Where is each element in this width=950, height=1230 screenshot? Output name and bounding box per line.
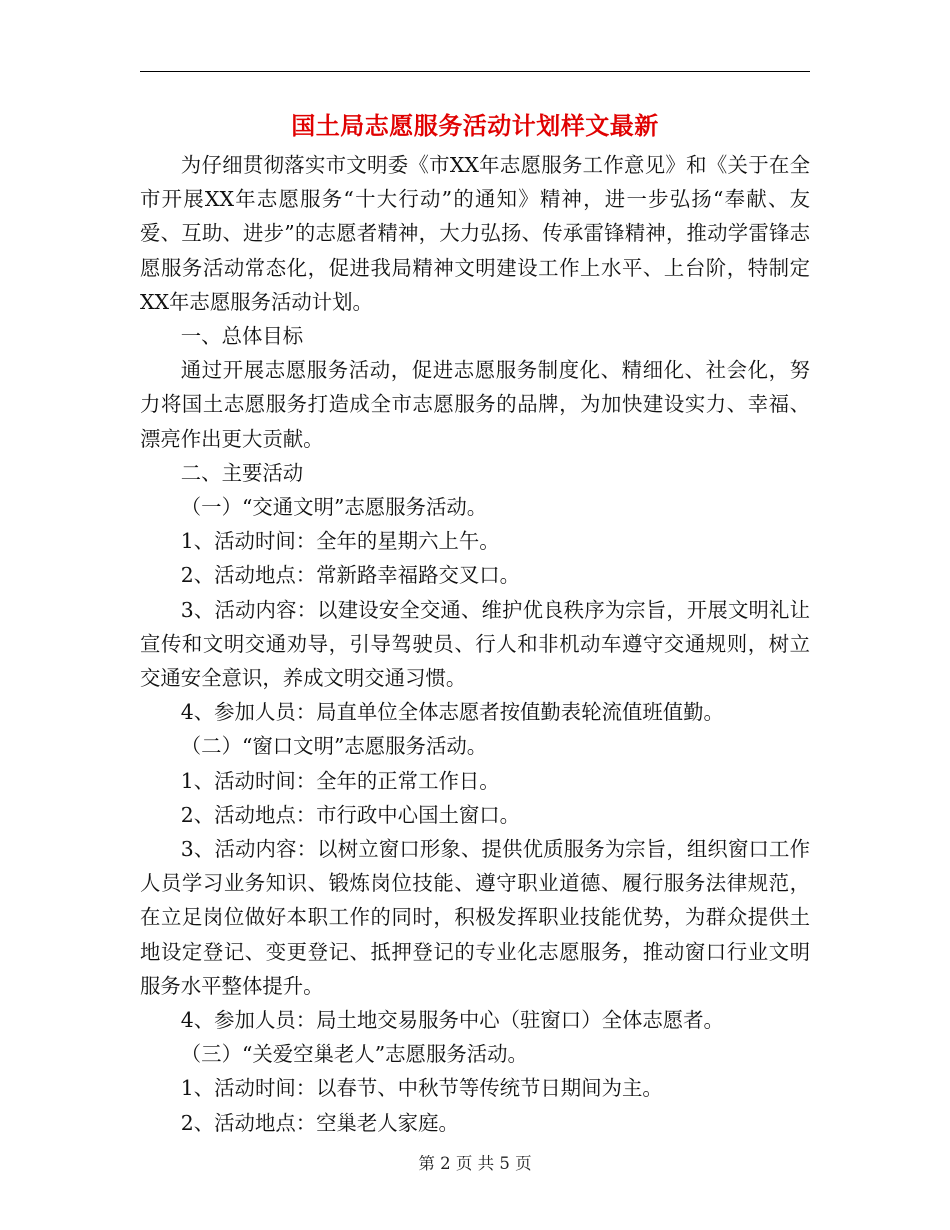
- list-item: 2、活动地点：市行政中心国土窗口。: [180, 802, 521, 827]
- list-item: 4、参加人员：局直单位全体志愿者按值勤表轮流值班值勤。: [180, 700, 724, 725]
- document-body: [140, 148, 810, 1140]
- list-item: 1、活动时间：以春节、中秋节等传统节日期间为主。: [180, 1076, 663, 1101]
- paragraph-intro: 为仔细贯彻落实市文明委《市XX年志愿服务工作意见》和《关于在全市开展XX年志愿服务“十大行动”的通知》精神，进一步弘扬“奉献、友爱、互助、进步”的志愿者精神，大力弘扬、传承雷锋精神，推动学雷锋志愿服务活动常态化，促进我局精神文明建设工作上水平、上台阶，特制定XX年志愿服务活动计划。: [140, 153, 810, 314]
- list-item: 1、活动时间：全年的正常工作日。: [180, 768, 500, 793]
- list-item: 4、参加人员：局土地交易服务中心（驻窗口）全体志愿者。: [180, 1008, 724, 1033]
- subheading-window: （二）“窗口文明”志愿服务活动。: [180, 734, 488, 759]
- list-item: 1、活动时间：全年的星期六上午。: [180, 529, 500, 554]
- page-number: 第 2 页 共 5 页: [418, 1154, 532, 1173]
- subheading-traffic: （一）“交通文明”志愿服务活动。: [180, 495, 488, 520]
- header-rule: [140, 71, 810, 72]
- heading-overall-goal: 一、总体目标: [180, 324, 304, 349]
- list-item: 2、活动地点：常新路幸福路交叉口。: [180, 563, 521, 588]
- document-title: 国土局志愿服务活动计划样文最新: [291, 111, 659, 140]
- list-item: 3、活动内容：以建设安全交通、维护优良秩序为宗旨，开展文明礼让宣传和文明交通劝导，引导驾驶员、行人和非机动车遵守交通规则，树立交通安全意识，养成文明交通习惯。: [140, 597, 810, 691]
- paragraph-goal: 通过开展志愿服务活动，促进志愿服务制度化、精细化、社会化，努力将国土志愿服务打造成全市志愿服务的品牌，为加快建设实力、幸福、漂亮作出更大贡献。: [140, 358, 810, 451]
- subheading-elderly: （三）“关爱空巢老人”志愿服务活动。: [180, 1042, 528, 1067]
- list-item: 3、活动内容：以树立窗口形象、提供优质服务为宗旨，组织窗口工作人员学习业务知识、锻炼岗位技能、遵守职业道德、履行服务法律规范，在立足岗位做好本职工作的同时，积极发挥职业技能优势，为群众提供土地设定登记、变更登记、抵押登记的专业化志愿服务，推动窗口行业文明服务水平整体提升。: [140, 837, 810, 998]
- heading-main-activities: 二、主要活动: [180, 460, 304, 485]
- list-item: 2、活动地点：空巢老人家庭。: [180, 1110, 459, 1135]
